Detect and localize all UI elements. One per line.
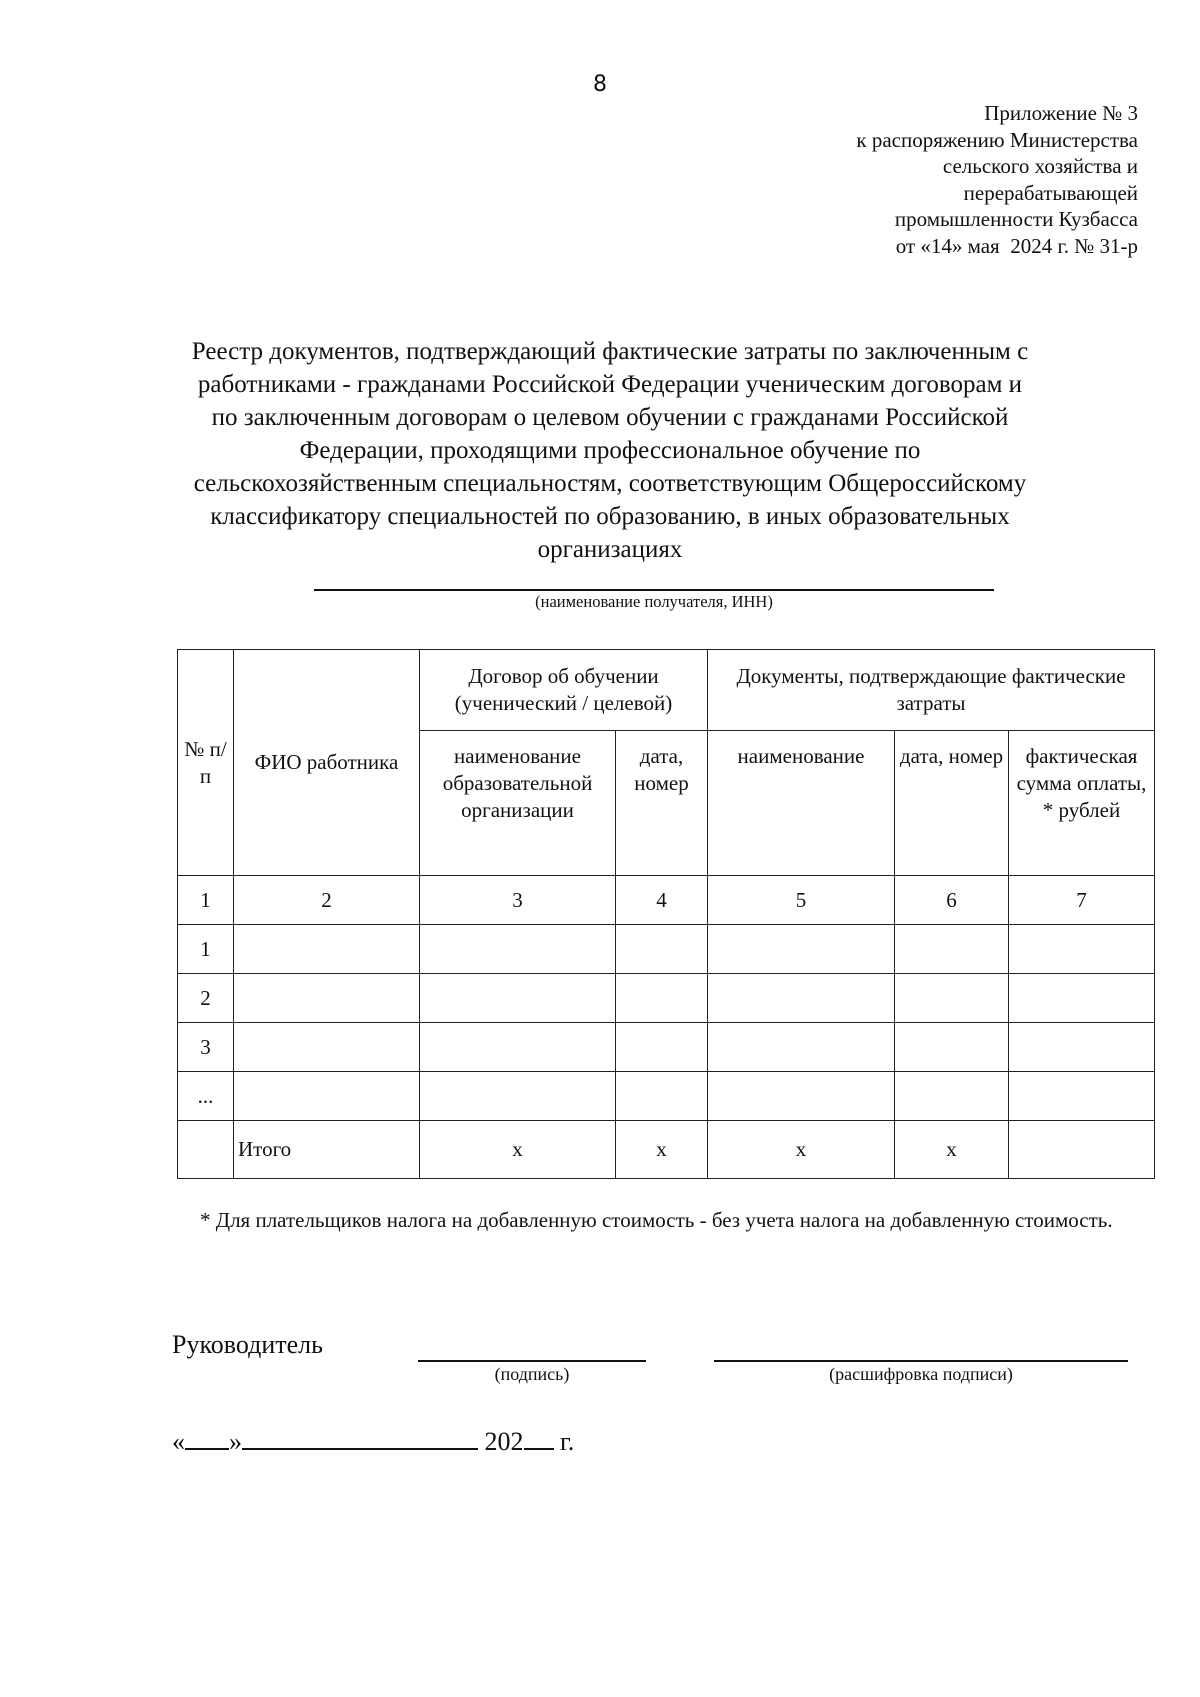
table-cell [420, 1023, 616, 1072]
row-number: 2 [178, 974, 234, 1023]
table-row [178, 1023, 1155, 1072]
annex-line: перерабатывающей [963, 180, 1138, 205]
date-line [172, 1424, 574, 1457]
year-blank [524, 1424, 554, 1450]
header-num: № п/п [178, 650, 234, 876]
table-cell [708, 1023, 895, 1072]
row-number: 3 [178, 1023, 234, 1072]
row-number: ... [178, 1072, 234, 1121]
total-mark: х [895, 1121, 1009, 1179]
total-mark: х [708, 1121, 895, 1179]
column-number: 1 [178, 876, 234, 925]
page-number: 8 [593, 72, 607, 97]
title-line: работниками - гражданами Российской Федерации ученическим договорам и [197, 371, 1023, 398]
header-org-name: наименование образовательной организации [420, 731, 616, 876]
header-doc-date: дата, номер [895, 731, 1009, 876]
table-cell [616, 1072, 708, 1121]
recipient-caption: (наименование получателя, ИНН) [535, 592, 773, 611]
signature-decoding-caption: (расшифровка подписи) [829, 1364, 1013, 1384]
annex-line: от «14» мая 2024 г. № 31-р [895, 233, 1138, 258]
table-row [178, 974, 1155, 1023]
column-number: 2 [234, 876, 420, 925]
table-cell [420, 925, 616, 974]
column-numbers-row [178, 876, 1155, 925]
table-cell [616, 925, 708, 974]
column-number: 3 [420, 876, 616, 925]
table-cell [234, 925, 420, 974]
total-row [178, 1121, 1155, 1179]
annex-line: сельского хозяйства и [942, 154, 1138, 178]
header-sum: фактическая сумма оплаты, * рублей [1009, 731, 1155, 876]
table-cell [616, 974, 708, 1023]
table-cell [1009, 1023, 1155, 1072]
table-cell [895, 1072, 1009, 1121]
signatory-label: Руководитель [172, 1330, 323, 1359]
table-cell [420, 1072, 616, 1121]
total-mark: х [420, 1121, 616, 1179]
title-line: организациях [537, 536, 683, 563]
title-line: Реестр документов, подтверждающий фактические затраты по заключенным с [191, 338, 1029, 365]
recipient-blank-line [314, 589, 994, 591]
annex-block [718, 100, 1138, 259]
month-blank [242, 1424, 478, 1450]
footnote: * Для плательщиков налога на добавленную стоимость - без учета налога на добавленную стоимость. [200, 1208, 1113, 1232]
year-suffix: г. [560, 1427, 575, 1456]
column-number: 7 [1009, 876, 1155, 925]
table-cell [1009, 974, 1155, 1023]
table-cell [234, 974, 420, 1023]
signature-line [418, 1360, 646, 1362]
table-cell [616, 1023, 708, 1072]
table-cell [708, 974, 895, 1023]
column-number: 4 [616, 876, 708, 925]
table-cell [895, 1023, 1009, 1072]
column-number: 6 [895, 876, 1009, 925]
header-doc-name: наименование [708, 731, 895, 876]
table-row [178, 1072, 1155, 1121]
year-prefix: 202 [484, 1427, 524, 1456]
open-quote: « [172, 1427, 185, 1456]
column-number: 5 [708, 876, 895, 925]
table-cell [234, 1072, 420, 1121]
table-cell [895, 974, 1009, 1023]
table-cell [708, 925, 895, 974]
total-label: Итого [234, 1121, 420, 1179]
day-blank [185, 1424, 229, 1450]
table-row [178, 925, 1155, 974]
table-cell [708, 1072, 895, 1121]
annex-line: Приложение № 3 [984, 101, 1138, 125]
close-quote: » [229, 1427, 242, 1456]
table-cell [234, 1023, 420, 1072]
table-cell [895, 925, 1009, 974]
header-docs-group: Документы, подтверждающие фактические затраты [708, 650, 1155, 731]
register-table [177, 649, 1155, 1179]
document-title [160, 335, 1060, 566]
title-line: по заключенным договорам о целевом обучении с гражданами Российской [211, 404, 1009, 431]
signature-decoding-line [714, 1360, 1128, 1362]
table-cell [420, 974, 616, 1023]
total-mark: х [616, 1121, 708, 1179]
header-contract-group: Договор об обучении (ученический / целевой) [420, 650, 708, 731]
annex-line: промышленности Кузбасса [894, 207, 1138, 231]
table-cell [1009, 925, 1155, 974]
header-contract-date: дата, номер [616, 731, 708, 876]
title-line: классификатору специальностей по образованию, в иных образовательных [210, 503, 1010, 530]
table-cell [1009, 1072, 1155, 1121]
title-line: сельскохозяйственным специальностям, соответствующим Общероссийскому [193, 470, 1027, 497]
annex-line: к распоряжению Министерства [856, 127, 1138, 152]
total-sum-cell [1009, 1121, 1155, 1179]
title-line: Федерации, проходящими профессиональное обучение по [299, 437, 921, 464]
signature-caption: (подпись) [494, 1364, 570, 1384]
table-cell [178, 1121, 234, 1179]
row-number: 1 [178, 925, 234, 974]
header-fio: ФИО работника [234, 650, 420, 876]
